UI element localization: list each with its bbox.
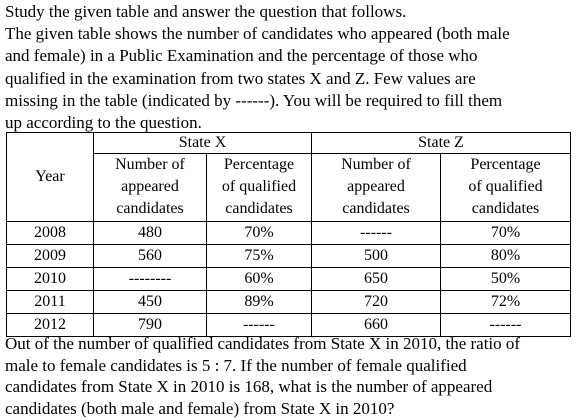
- z-pct-cell: 80%: [441, 245, 571, 268]
- x-appeared-cell: 450: [94, 291, 207, 314]
- table-row: [7, 222, 571, 245]
- table-row: [7, 245, 571, 268]
- year-cell: 2011: [7, 291, 94, 314]
- table-row: [7, 268, 571, 291]
- question-line: candidates (both male and female) from State X in 2010?: [5, 398, 395, 418]
- intro-line: qualified in the examination from two states X and Z. Few values are: [5, 68, 476, 88]
- z-appeared-cell: ------: [312, 222, 441, 245]
- header-line: of qualified: [221, 178, 297, 195]
- intro-line: and female) in a Public Examination and the percentage of those who: [5, 46, 478, 66]
- year-cell: 2012: [7, 314, 94, 337]
- x-pct-cell: 89%: [207, 291, 312, 314]
- table-header-row: [7, 133, 571, 154]
- state-z-header: State Z: [312, 133, 571, 154]
- intro-line: missing in the table (indicated by ------). You will be required to fill them: [5, 90, 503, 110]
- table-row: [7, 291, 571, 314]
- header-line: Number of: [115, 156, 185, 173]
- header-line: appeared: [121, 178, 179, 195]
- z-pct-cell: 70%: [441, 222, 571, 245]
- z-pct-cell: 72%: [441, 291, 571, 314]
- intro-line: Study the given table and answer the question that follows.: [5, 2, 407, 21]
- x-qualified-header: [207, 154, 312, 222]
- header-line: Number of: [341, 156, 411, 173]
- question-line: candidates from State X in 2010 is 168, what is the number of appeared: [5, 377, 493, 396]
- header-line: candidates: [225, 200, 293, 217]
- z-appeared-cell: 650: [312, 268, 441, 291]
- x-pct-cell: ------: [207, 314, 312, 337]
- x-pct-cell: 75%: [207, 245, 312, 268]
- year-cell: 2008: [7, 222, 94, 245]
- x-appeared-cell: 480: [94, 222, 207, 245]
- year-cell: 2010: [7, 268, 94, 291]
- intro-line: up according to the question.: [5, 112, 202, 132]
- z-qualified-header: [441, 154, 571, 222]
- header-line: Percentage: [223, 156, 295, 173]
- state-x-header: State X: [94, 133, 312, 154]
- x-pct-cell: 70%: [207, 222, 312, 245]
- z-appeared-cell: 500: [312, 245, 441, 268]
- z-pct-cell: 50%: [441, 268, 571, 291]
- intro-text: [5, 1, 571, 134]
- data-table: [6, 132, 571, 337]
- z-appeared-cell: 720: [312, 291, 441, 314]
- x-appeared-cell: 560: [94, 245, 207, 268]
- header-line: candidates: [471, 200, 540, 217]
- header-line: Percentage: [470, 156, 541, 173]
- question-line: male to female candidates is 5 : 7. If the number of female qualified: [5, 355, 467, 375]
- x-appeared-header: [94, 154, 207, 222]
- header-line: of qualified: [468, 178, 543, 195]
- z-pct-cell: ------: [441, 314, 571, 337]
- header-line: appeared: [347, 178, 405, 195]
- z-appeared-header: [312, 154, 441, 222]
- year-cell: 2009: [7, 245, 94, 268]
- question-line: Out of the number of qualified candidates from State X in 2010, the ratio of: [5, 334, 521, 353]
- year-header: Year: [7, 133, 94, 222]
- header-line: candidates: [116, 200, 184, 217]
- intro-line: The given table shows the number of candidates who appeared (both male: [5, 24, 510, 44]
- x-appeared-cell: 790: [94, 314, 207, 337]
- header-line: candidates: [342, 200, 410, 217]
- x-pct-cell: 60%: [207, 268, 312, 291]
- z-appeared-cell: 660: [312, 314, 441, 337]
- question-text: [5, 333, 571, 419]
- x-appeared-cell: --------: [94, 268, 207, 291]
